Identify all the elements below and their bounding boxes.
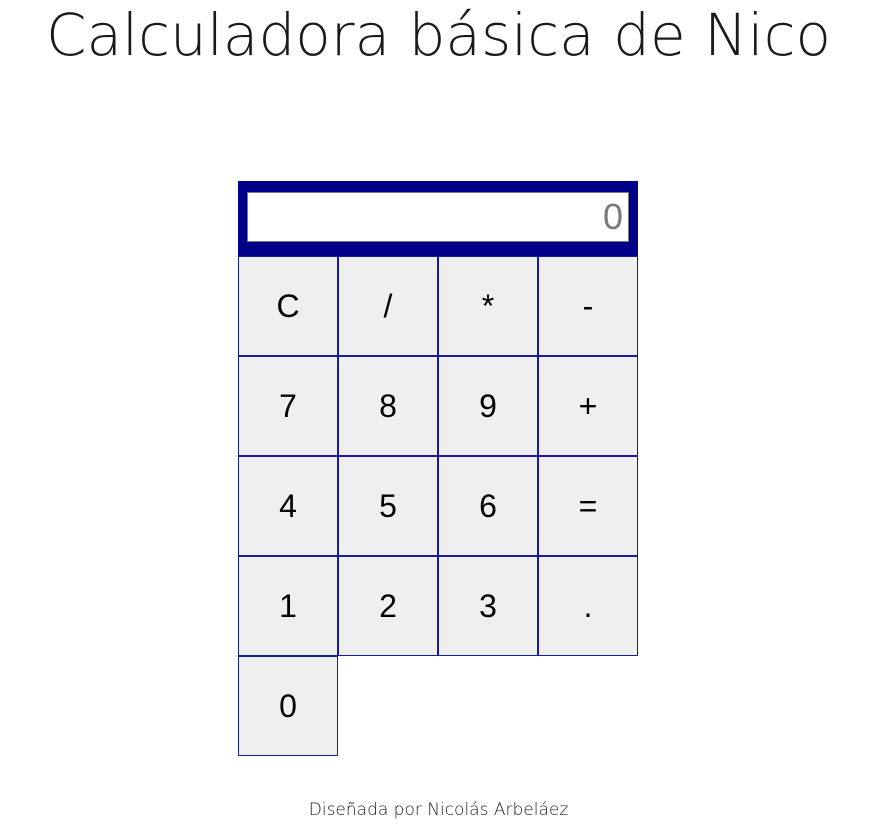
multiply-button[interactable]: *	[438, 256, 538, 356]
calculator-keypad	[238, 256, 638, 756]
calculator-display-input[interactable]	[247, 192, 629, 242]
add-button[interactable]: +	[538, 356, 638, 456]
digit-1-button[interactable]: 1	[238, 556, 338, 656]
divide-button[interactable]: /	[338, 256, 438, 356]
digit-0-button[interactable]: 0	[238, 656, 338, 756]
digit-5-button[interactable]: 5	[338, 456, 438, 556]
footer-credit: Diseñada por Nicolás Arbeláez	[308, 800, 569, 820]
digit-2-button[interactable]: 2	[338, 556, 438, 656]
clear-button[interactable]: C	[238, 256, 338, 356]
digit-8-button[interactable]: 8	[338, 356, 438, 456]
digit-7-button[interactable]: 7	[238, 356, 338, 456]
digit-3-button[interactable]: 3	[438, 556, 538, 656]
digit-9-button[interactable]: 9	[438, 356, 538, 456]
digit-6-button[interactable]: 6	[438, 456, 538, 556]
page-title: Calculadora básica de Nico	[46, 1, 831, 69]
decimal-button[interactable]: .	[538, 556, 638, 656]
subtract-button[interactable]: -	[538, 256, 638, 356]
equals-button[interactable]: =	[538, 456, 638, 556]
digit-4-button[interactable]: 4	[238, 456, 338, 556]
calculator-display-frame	[238, 181, 638, 256]
